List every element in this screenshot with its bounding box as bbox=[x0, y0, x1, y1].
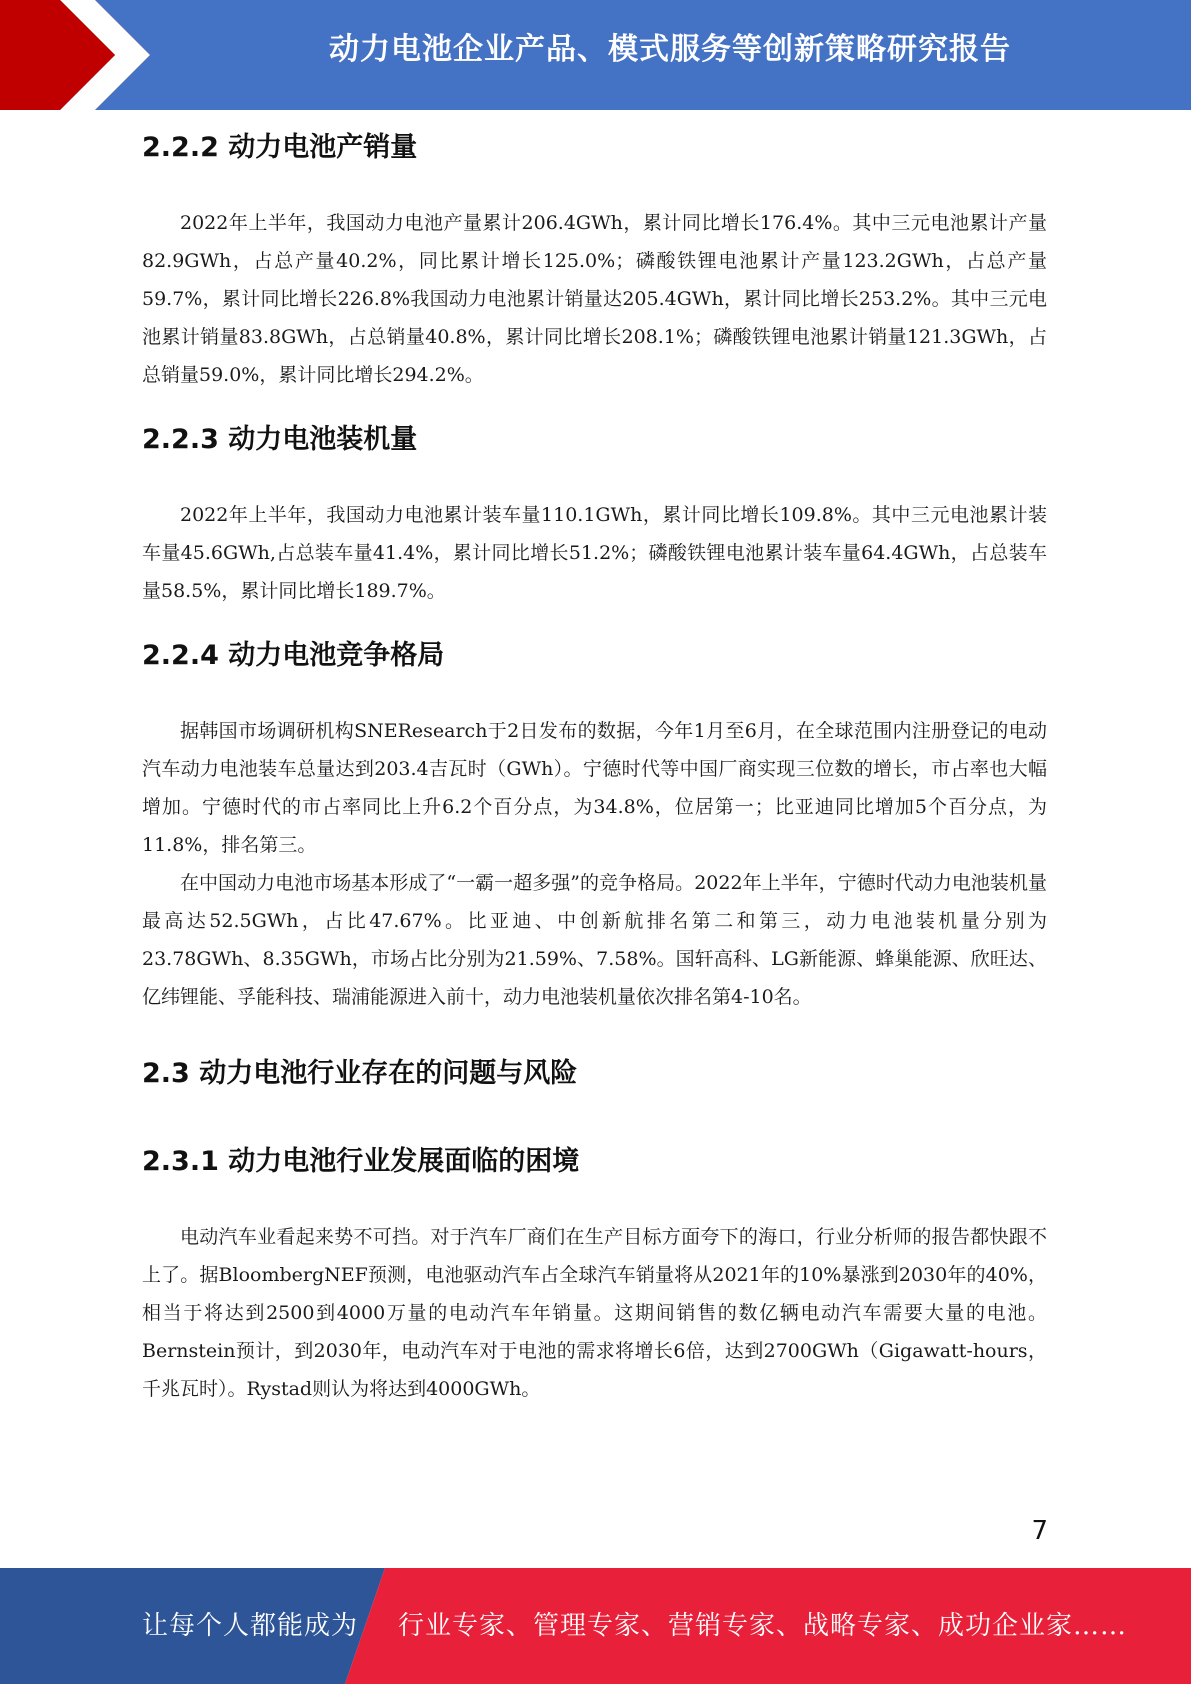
footer-slogan-left: 让每个人都能成为 bbox=[142, 1611, 359, 1641]
section-heading-2-3: 2.3 动力电池行业存在的问题与风险 bbox=[142, 1058, 578, 1089]
page-header bbox=[0, 0, 1191, 110]
section-heading-2-2-4: 2.2.4 动力电池竞争格局 bbox=[142, 640, 445, 671]
document-body bbox=[142, 118, 1047, 1408]
section-heading-2-2-3: 2.2.3 动力电池装机量 bbox=[142, 424, 418, 455]
page-footer bbox=[0, 1568, 1191, 1684]
section-heading-2-2-2: 2.2.2 动力电池产销量 bbox=[142, 132, 418, 163]
paragraph-competition-china: 在中国动力电池市场基本形成了“一霸一超多强”的竞争格局。2022年上半年，宁德时代动力电池装机量最高达52.5GWh，占比47.67%。比亚迪、中创新航排名第二和第三，动力电池装机量分别为23.78GWh、8.35GWh，市场占比分别为21.59%、7.58%。国轩高科、LG新能源、蜂巢能源、欣旺达、亿纬锂能、孚能科技、瑞浦能源进入前十，动力电池装机量依次排名第4-10名。 bbox=[142, 872, 1047, 1008]
paragraph-competition-global: 据韩国市场调研机构SNEResearch于2日发布的数据，今年1月至6月，在全球范围内注册登记的电动汽车动力电池装车总量达到203.4吉瓦时（GWh）。宁德时代等中国厂商实现三位数的增长，市占率也大幅增加。宁德时代的市占率同比上升6.2个百分点，为34.8%，位居第一；比亚迪同比增加5个百分点，为11.8%，排名第三。 bbox=[142, 720, 1047, 856]
report-title: 动力电池企业产品、模式服务等创新策略研究报告 bbox=[329, 32, 1011, 67]
paragraph-production-sales: 2022年上半年，我国动力电池产量累计206.4GWh，累计同比增长176.4%。其中三元电池累计产量82.9GWh，占总产量40.2%，同比累计增长125.0%；磷酸铁锂电池累计产量123.2GWh，占总产量59.7%，累计同比增长226.8%我国动力电池累计销量达205.4GWh，累计同比增长253.2%。其中三元电池累计销量83.8GWh，占总销量40.8%，累计同比增长208.1%；磷酸铁锂电池累计销量121.3GWh，占总销量59.0%，累计同比增长294.2%。 bbox=[142, 212, 1047, 386]
page-number: 7 bbox=[1031, 1516, 1048, 1546]
footer-slogan-right: 行业专家、管理专家、营销专家、战略专家、成功企业家…… bbox=[398, 1611, 1128, 1641]
paragraph-industry-difficulties: 电动汽车业看起来势不可挡。对于汽车厂商们在生产目标方面夸下的海口，行业分析师的报告都快跟不上了。据BloombergNEF预测，电池驱动汽车占全球汽车销量将从2021年的10%暴涨到2030年的40%，相当于将达到2500到4000万量的电动汽车年销量。这期间销售的数亿辆电动汽车需要大量的电池。 Bernstein预计，到2030年，电动汽车对于电池的需求将增长6倍，达到2700GWh（Gigawatt-hours，千兆瓦时）。Rystad则认为将达到4000GWh。 bbox=[142, 1226, 1047, 1400]
paragraph-installed-capacity: 2022年上半年，我国动力电池累计装车量110.1GWh，累计同比增长109.8%。其中三元电池累计装车量45.6GWh,占总装车量41.4%，累计同比增长51.2%；磷酸铁锂电池累计装车量64.4GWh，占总装车量58.5%，累计同比增长189.7%。 bbox=[142, 504, 1047, 602]
section-heading-2-3-1: 2.3.1 动力电池行业发展面临的困境 bbox=[142, 1146, 580, 1177]
